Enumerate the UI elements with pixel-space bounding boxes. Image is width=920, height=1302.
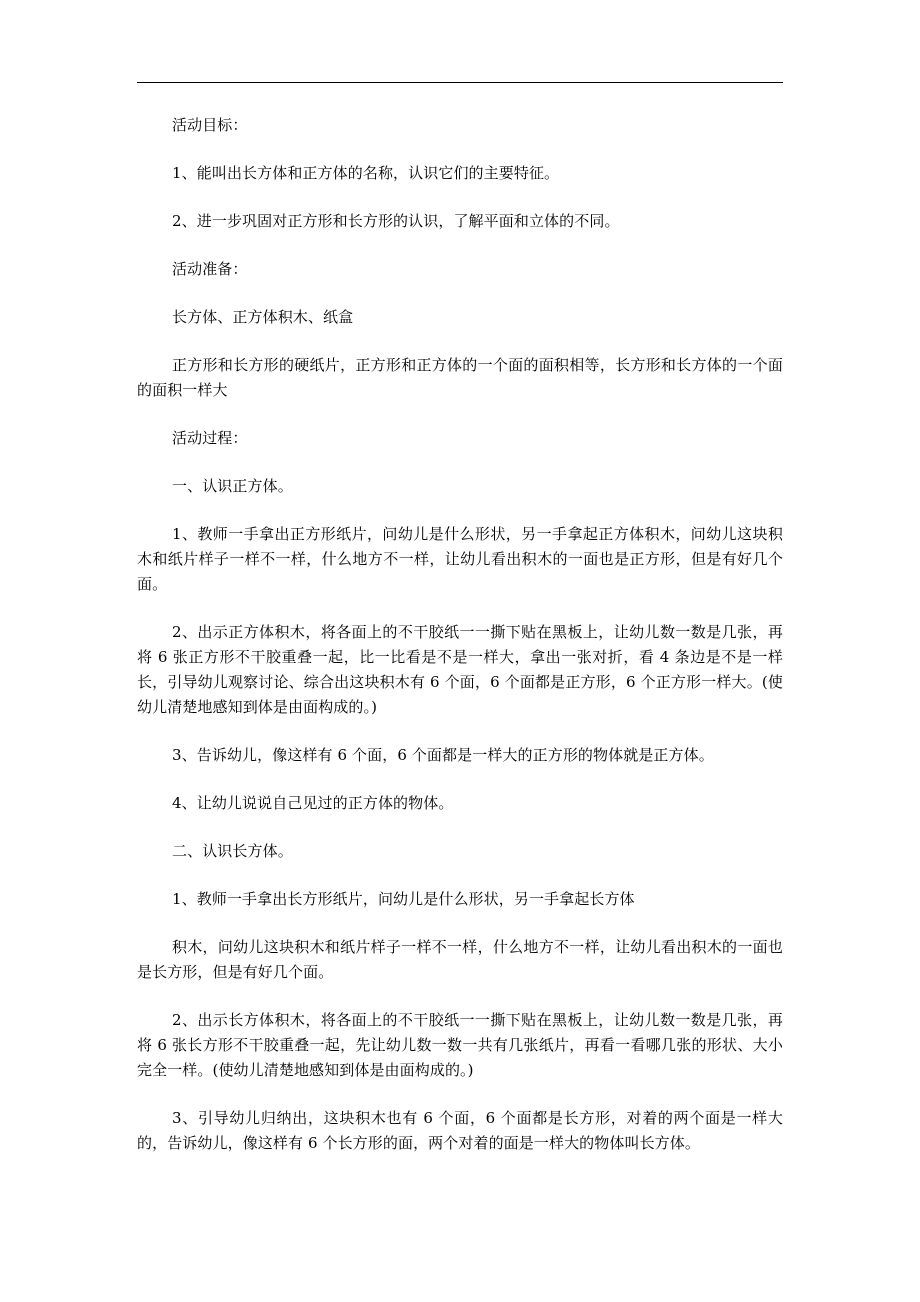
cuboid-step-2: 2、出示长方体积木，将各面上的不干胶纸一一撕下贴在黑板上，让幼儿数一数是几张，再将 6 张长方形不干胶重叠一起，先让幼儿数一数一共有几张纸片，再看一看哪几张的形状、大小完全一样。(使幼儿清楚地感知到体是由面构成的。) — [137, 1011, 783, 1079]
document-body — [137, 113, 783, 1156]
goal-1: 1、能叫出长方体和正方体的名称，认识它们的主要特征。 — [172, 164, 560, 182]
section-cuboid-title: 二、认识长方体。 — [172, 842, 293, 860]
heading-goals: 活动目标： — [172, 116, 248, 134]
cube-step-1: 1、教师一手拿出正方形纸片，问幼儿是什么形状，另一手拿起正方体积木，问幼儿这块积木和纸片样子一样不一样，什么地方不一样，让幼儿看出积木的一面也是正方形，但是有好几个面。 — [137, 525, 783, 593]
section-cube-title: 一、认识正方体。 — [172, 477, 293, 495]
heading-process: 活动过程： — [172, 429, 248, 447]
cuboid-step-1-continued: 积木，问幼儿这块积木和纸片样子一样不一样，什么地方不一样，让幼儿看出积木的一面也是长方形，但是有好几个面。 — [137, 938, 783, 981]
cube-step-3: 3、告诉幼儿，像这样有 6 个面，6 个面都是一样大的正方形的物体就是正方体。 — [172, 746, 714, 764]
header-rule — [137, 82, 783, 83]
heading-preparation: 活动准备： — [172, 260, 248, 278]
cube-step-4: 4、让幼儿说说自己见过的正方体的物体。 — [172, 794, 454, 812]
cube-step-2: 2、出示正方体积木，将各面上的不干胶纸一一撕下贴在黑板上，让幼儿数一数是几张，再将 6 张正方形不干胶重叠一起，比一比看是不是一样大，拿出一张对折，看 4 条边是不是一样长，引导幼儿观察讨论、综合出这块积木有 6 个面，6 个面都是正方形，6 个正方形一样大。(使幼儿清楚地感知到体是由面构成的。) — [137, 623, 783, 716]
preparation-cards: 正方形和长方形的硬纸片，正方形和正方体的一个面的面积相等，长方形和长方体的一个面的面积一样大 — [137, 356, 783, 399]
cuboid-step-1: 1、教师一手拿出长方形纸片，问幼儿是什么形状，另一手拿起长方体 — [172, 890, 635, 908]
goal-2: 2、进一步巩固对正方形和长方形的认识，了解平面和立体的不同。 — [172, 212, 620, 230]
cuboid-step-3: 3、引导幼儿归纳出，这块积木也有 6 个面，6 个面都是长方形，对着的两个面是一样大的，告诉幼儿，像这样有 6 个长方形的面，两个对着的面是一样大的物体叫长方体。 — [137, 1109, 783, 1152]
preparation-materials: 长方体、正方体积木、纸盒 — [172, 308, 354, 326]
